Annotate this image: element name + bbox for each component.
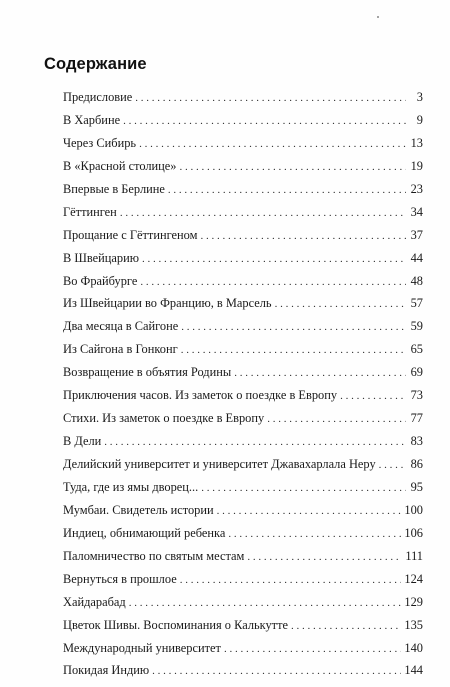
toc-entry (63, 430, 423, 453)
toc-entry-page-number: 135 (401, 614, 423, 637)
toc-entry-page-number: 86 (406, 453, 423, 476)
toc-dot-leader (120, 202, 406, 225)
toc-entry (63, 247, 423, 270)
toc-entry (63, 315, 423, 338)
toc-entry-label: В «Красной столице» (63, 155, 180, 178)
toc-entry (63, 591, 423, 614)
toc-entry-label: Индиец, обнимающий ребенка (63, 522, 228, 545)
toc-entry-label: Через Сибирь (63, 132, 139, 155)
toc-entry-label: Международный университет (63, 637, 224, 660)
toc-dot-leader (228, 523, 401, 546)
toc-dot-leader (181, 316, 406, 339)
toc-dot-leader (135, 87, 406, 110)
toc-dot-leader (139, 133, 406, 156)
toc-entry-label: Гёттинген (63, 201, 120, 224)
toc-dot-leader (200, 225, 406, 248)
toc-dot-leader (104, 431, 406, 454)
toc-entry (63, 476, 423, 499)
toc-entry-label: В Швейцарию (63, 247, 142, 270)
toc-entry (63, 178, 423, 201)
toc-entry-label: Вернуться в прошлое (63, 568, 180, 591)
toc-dot-leader (217, 500, 402, 523)
toc-dot-leader (168, 179, 406, 202)
toc-entry (63, 568, 423, 591)
toc-entry-page-number: 111 (402, 545, 423, 568)
toc-entry-page-number: 44 (406, 247, 423, 270)
toc-dot-leader (275, 293, 406, 316)
toc-dot-leader (140, 271, 406, 294)
toc-dot-leader (267, 408, 406, 431)
toc-entry-page-number: 69 (406, 361, 423, 384)
toc-entry-page-number: 19 (406, 155, 423, 178)
page-speck (377, 16, 379, 18)
toc-entry-label: Паломничество по святым местам (63, 545, 247, 568)
toc-entry (63, 338, 423, 361)
toc-dot-leader (123, 110, 406, 133)
toc-dot-leader (247, 546, 402, 569)
toc-entry-label: В Дели (63, 430, 104, 453)
toc-entry-page-number: 73 (406, 384, 423, 407)
toc-entry-label: Цветок Шивы. Воспоминания о Калькутте (63, 614, 291, 637)
toc-entry (63, 270, 423, 293)
toc-entry (63, 637, 423, 660)
toc-entry (63, 86, 423, 109)
toc-entry-label: Из Сайгона в Гонконг (63, 338, 181, 361)
toc-entry-label: Делийский университет и университет Джавахарлала Неру (63, 453, 379, 476)
toc-title: Содержание (44, 55, 147, 73)
toc-entry-page-number: 83 (406, 430, 423, 453)
toc-entry-page-number: 65 (406, 338, 423, 361)
toc-entry (63, 384, 423, 407)
toc-entry-page-number: 144 (401, 659, 423, 682)
toc-entry-page-number: 106 (401, 522, 423, 545)
toc-entry-label: Впервые в Берлине (63, 178, 168, 201)
toc-entry-label: Предисловие (63, 86, 135, 109)
toc-entry-label: Покидая Индию (63, 659, 152, 682)
toc-entry-page-number: 34 (406, 201, 423, 224)
toc-entry-label: В Харбине (63, 109, 123, 132)
toc-entry-label: Туда, где из ямы дворец... (63, 476, 201, 499)
toc-entry-page-number: 95 (406, 476, 423, 499)
toc-dot-leader (181, 339, 406, 362)
toc-dot-leader (180, 156, 407, 179)
toc-dot-leader (379, 454, 406, 477)
toc-entry-page-number: 124 (401, 568, 423, 591)
toc-dot-leader (180, 569, 402, 592)
toc-entry (63, 453, 423, 476)
toc-entry (63, 224, 423, 247)
toc-entry-label: Возвращение в объятия Родины (63, 361, 234, 384)
toc-dot-leader (142, 248, 406, 271)
toc-dot-leader (291, 615, 401, 638)
toc-entry-page-number: 37 (406, 224, 423, 247)
toc-dot-leader (152, 660, 401, 683)
toc-entry-page-number: 129 (401, 591, 423, 614)
toc-entry (63, 155, 423, 178)
toc-entry-page-number: 9 (406, 109, 423, 132)
toc-entry-page-number: 48 (406, 270, 423, 293)
toc-entry-page-number: 100 (401, 499, 423, 522)
toc-entry (63, 522, 423, 545)
toc-entry-label: Стихи. Из заметок о поездке в Европу (63, 407, 267, 430)
toc-entry-page-number: 23 (406, 178, 423, 201)
toc-entry (63, 201, 423, 224)
toc-entry (63, 407, 423, 430)
toc-dot-leader (129, 592, 402, 615)
toc-entry-label: Прощание с Гёттингеном (63, 224, 200, 247)
toc-dot-leader (224, 638, 401, 661)
toc-entry-page-number: 140 (401, 637, 423, 660)
toc-entry (63, 659, 423, 682)
toc-entry-label: Из Швейцарии во Францию, в Марсель (63, 292, 275, 315)
toc-entry-label: Два месяца в Сайгоне (63, 315, 181, 338)
toc-entry-page-number: 57 (406, 292, 423, 315)
toc-entry-page-number: 59 (406, 315, 423, 338)
toc-dot-leader (340, 385, 406, 408)
toc-entry-page-number: 77 (406, 407, 423, 430)
toc-dot-leader (201, 477, 406, 500)
toc-entry (63, 292, 423, 315)
toc-entry (63, 132, 423, 155)
toc-entry-label: Хайдарабад (63, 591, 129, 614)
toc-entry (63, 361, 423, 384)
toc-entry (63, 109, 423, 132)
toc-list (63, 86, 423, 682)
toc-entry-label: Приключения часов. Из заметок о поездке в Европу (63, 384, 340, 407)
toc-entry (63, 499, 423, 522)
toc-entry (63, 545, 423, 568)
toc-entry-label: Во Фрайбурге (63, 270, 140, 293)
toc-entry-label: Мумбаи. Свидетель истории (63, 499, 217, 522)
toc-entry (63, 614, 423, 637)
toc-entry-page-number: 3 (406, 86, 423, 109)
toc-entry-page-number: 13 (406, 132, 423, 155)
toc-dot-leader (234, 362, 406, 385)
